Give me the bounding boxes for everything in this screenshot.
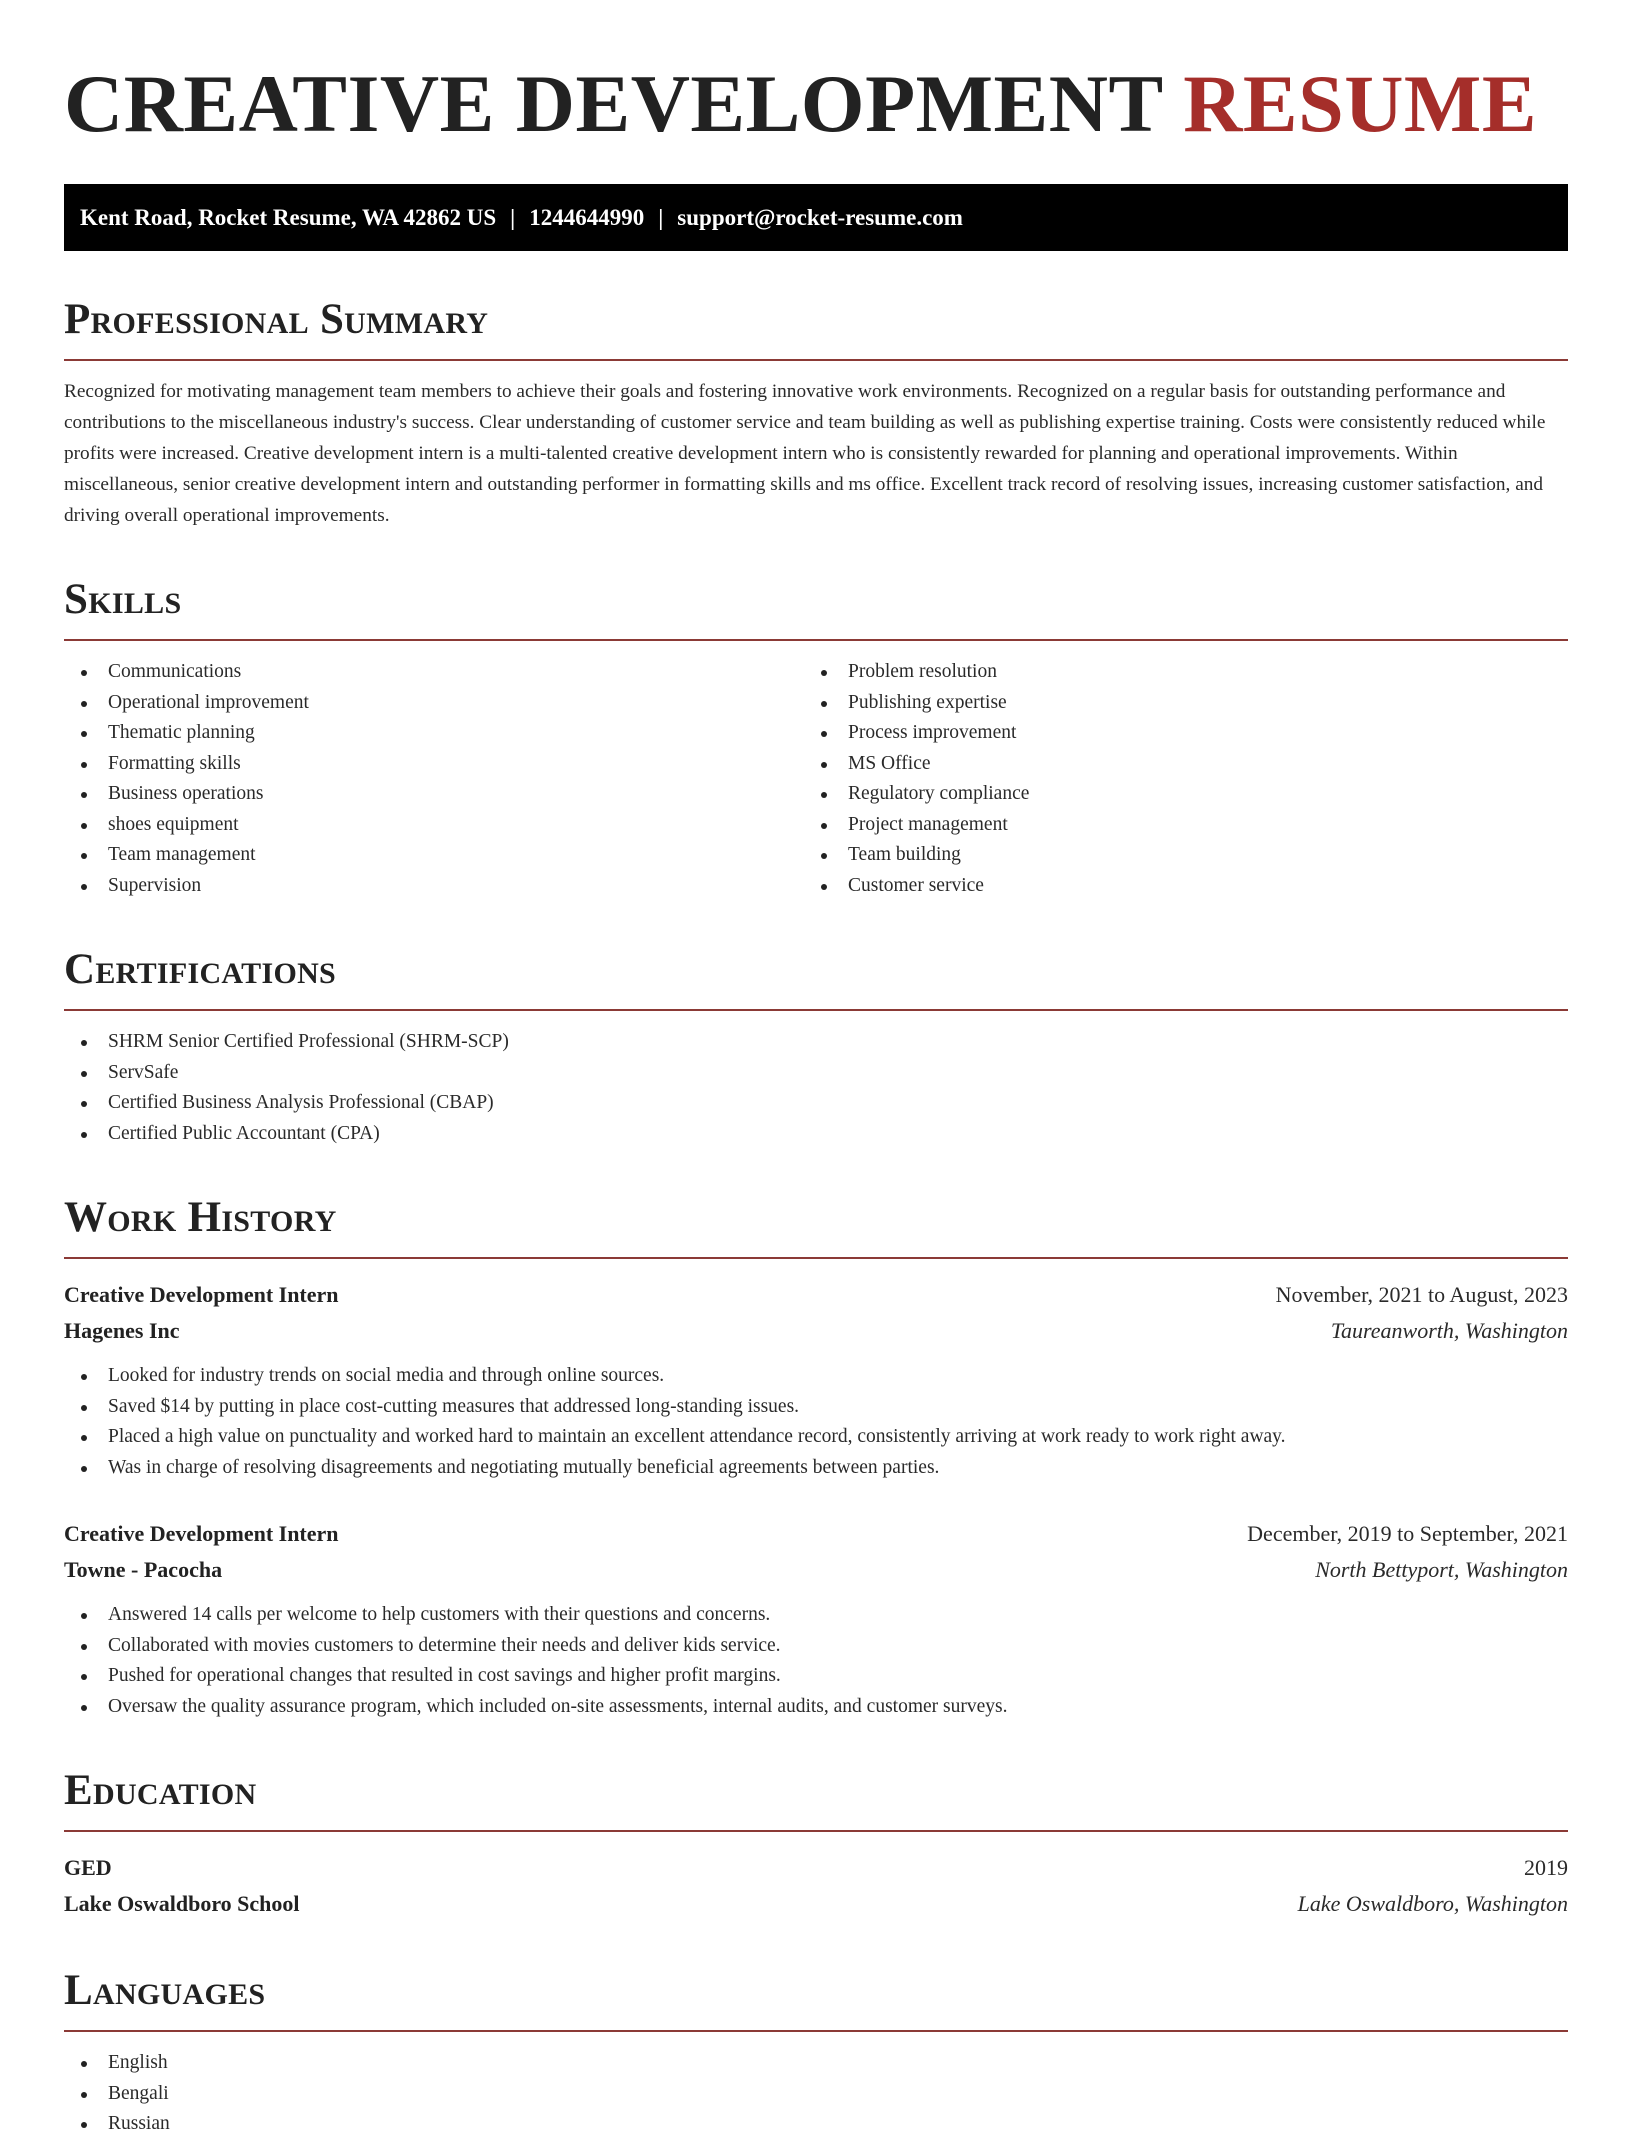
certification-item: Certified Business Analysis Professional (CBAP) bbox=[64, 1088, 1568, 1119]
contact-separator: | bbox=[510, 205, 516, 230]
education-section bbox=[64, 1766, 1568, 1922]
section-heading-certifications: Certifications bbox=[64, 946, 337, 993]
title-accent: RESUME bbox=[1183, 58, 1538, 149]
job-location: Taureanworth, Washington bbox=[1330, 1318, 1568, 1343]
certification-item: SHRM Senior Certified Professional (SHRM-SCP) bbox=[64, 1027, 1568, 1058]
skill-item: Project management bbox=[804, 810, 1568, 841]
job-entry bbox=[64, 1516, 1568, 1722]
job-company-row bbox=[64, 1552, 1568, 1588]
education-degree: GED bbox=[64, 1855, 112, 1880]
skill-item: Regulatory compliance bbox=[804, 779, 1568, 810]
job-entry bbox=[64, 1277, 1568, 1483]
certification-item: ServSafe bbox=[64, 1058, 1568, 1089]
education-entry bbox=[64, 1850, 1568, 1922]
skills-section bbox=[64, 575, 1568, 901]
skill-item: Formatting skills bbox=[64, 749, 804, 780]
education-school: Lake Oswaldboro School bbox=[64, 1891, 300, 1916]
job-company: Towne - Pacocha bbox=[64, 1557, 223, 1582]
certifications-section bbox=[64, 945, 1568, 1149]
title-main: CREATIVE DEVELOPMENT bbox=[64, 58, 1163, 149]
job-duty-item: Saved $14 by putting in place cost-cutting measures that addressed long-standing issues. bbox=[64, 1392, 1568, 1423]
skill-item: MS Office bbox=[804, 749, 1568, 780]
skill-item: Process improvement bbox=[804, 718, 1568, 749]
skill-item: Team management bbox=[64, 840, 804, 871]
job-duty-item: Pushed for operational changes that resulted in cost savings and higher profit margins. bbox=[64, 1661, 1568, 1692]
skill-item: Supervision bbox=[64, 871, 804, 902]
languages-section bbox=[64, 1966, 1568, 2140]
section-heading-languages: Languages bbox=[64, 1967, 266, 2014]
job-duty-item: Oversaw the quality assurance program, which included on-site assessments, internal audits, and customer surveys. bbox=[64, 1692, 1568, 1723]
section-divider bbox=[64, 359, 1568, 361]
work-history-section bbox=[64, 1193, 1568, 1722]
job-company: Hagenes Inc bbox=[64, 1318, 180, 1343]
skill-item: Communications bbox=[64, 657, 804, 688]
job-duty-item: Placed a high value on punctuality and worked hard to maintain an excellent attendance record, consistently arriving at work ready to work right away. bbox=[64, 1422, 1568, 1453]
language-item: Russian bbox=[64, 2109, 1568, 2140]
job-location: North Bettyport, Washington bbox=[1315, 1557, 1568, 1582]
language-item: Bengali bbox=[64, 2079, 1568, 2110]
contact-bar bbox=[64, 184, 1568, 251]
skill-item: Team building bbox=[804, 840, 1568, 871]
skill-item: Publishing expertise bbox=[804, 688, 1568, 719]
skills-list-right bbox=[804, 657, 1568, 901]
skills-grid bbox=[64, 641, 1568, 901]
skills-list-left bbox=[64, 657, 804, 901]
education-school-row bbox=[64, 1886, 1568, 1922]
job-duty-item: Was in charge of resolving disagreements and negotiating mutually beneficial agreements between parties. bbox=[64, 1453, 1568, 1484]
job-title-row bbox=[64, 1277, 1568, 1313]
section-heading-education: Education bbox=[64, 1767, 257, 1814]
skill-item: Operational improvement bbox=[64, 688, 804, 719]
education-year: 2019 bbox=[1524, 1855, 1568, 1880]
section-divider bbox=[64, 1830, 1568, 1832]
job-dates: December, 2019 to September, 2021 bbox=[1247, 1521, 1568, 1546]
section-divider bbox=[64, 1257, 1568, 1259]
section-heading-skills: Skills bbox=[64, 576, 182, 623]
job-duty-item: Answered 14 calls per welcome to help customers with their questions and concerns. bbox=[64, 1600, 1568, 1631]
resume-title bbox=[64, 56, 1568, 152]
job-title: Creative Development Intern bbox=[64, 1521, 339, 1546]
job-duty-item: Collaborated with movies customers to determine their needs and deliver kids service. bbox=[64, 1631, 1568, 1662]
job-duties-list bbox=[64, 1600, 1568, 1722]
skill-item: Thematic planning bbox=[64, 718, 804, 749]
section-heading-work-history: Work History bbox=[64, 1194, 337, 1241]
section-divider bbox=[64, 2030, 1568, 2032]
job-duties-list bbox=[64, 1361, 1568, 1483]
section-heading-summary: Professional Summary bbox=[64, 296, 489, 343]
skill-item: Customer service bbox=[804, 871, 1568, 902]
education-degree-row bbox=[64, 1850, 1568, 1886]
skill-item: Problem resolution bbox=[804, 657, 1568, 688]
contact-address: Kent Road, Rocket Resume, WA 42862 US bbox=[80, 205, 497, 230]
job-company-row bbox=[64, 1313, 1568, 1349]
section-divider bbox=[64, 1009, 1568, 1011]
summary-text: Recognized for motivating management team members to achieve their goals and fostering innovative work environments. Recognized on a regular basis for outstanding performance and contributions to the miscellaneous industry's success. Clear understanding of customer service and team building as well as publishing expertise training. Costs were consistently reduced while profits were increased. Creative development intern is a multi-talented creative development intern who is consistently rewarded for planning and operational improvements. Within miscellaneous, senior creative development intern and outstanding performer in formatting skills and ms office. Excellent track record of resolving issues, increasing customer satisfaction, and driving overall operational improvements. bbox=[64, 381, 1546, 526]
education-location: Lake Oswaldboro, Washington bbox=[1297, 1891, 1568, 1916]
languages-list bbox=[64, 2048, 1568, 2140]
job-duty-item: Looked for industry trends on social media and through online sources. bbox=[64, 1361, 1568, 1392]
skill-item: shoes equipment bbox=[64, 810, 804, 841]
summary-section bbox=[64, 295, 1568, 531]
skill-item: Business operations bbox=[64, 779, 804, 810]
job-title: Creative Development Intern bbox=[64, 1282, 339, 1307]
contact-email[interactable]: support@rocket-resume.com bbox=[677, 205, 963, 230]
job-title-row bbox=[64, 1516, 1568, 1552]
certifications-list bbox=[64, 1027, 1568, 1149]
certification-item: Certified Public Accountant (CPA) bbox=[64, 1119, 1568, 1150]
contact-phone: 1244644990 bbox=[529, 205, 645, 230]
contact-separator: | bbox=[658, 205, 664, 230]
job-dates: November, 2021 to August, 2023 bbox=[1275, 1282, 1568, 1307]
language-item: English bbox=[64, 2048, 1568, 2079]
